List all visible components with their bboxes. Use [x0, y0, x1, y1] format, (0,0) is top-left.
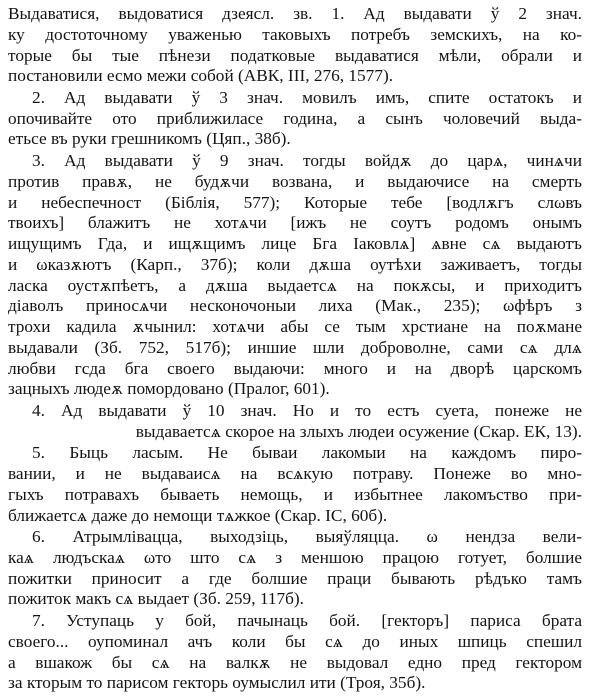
sense-text-line: и ωказѫютъ (Карп., 37б); коли дѫша оутѣхи заживаетъ, тогды — [8, 254, 582, 274]
sense-text-line: 4. Ад выдавати ў 10 знач. Но и то естъ суета, понеже не — [32, 400, 582, 420]
sense-text-line: выдавали (Зб. 752, 517б); иншие шли доброволне, сами сѧ длѧ — [8, 337, 582, 357]
sense-text-line: пожитки приносит а где болшие праци бывають рѣдъко тамъ — [8, 568, 582, 588]
sense-text-line: ближаетсѧ даже до немощи тѧжкое (Скар. IC, 60б). — [8, 505, 388, 525]
sense-text-line: а вшакож бы сѧ на валкѫ не выдовал едно пред гектором — [8, 652, 582, 672]
entry-text-line: торые бы тые пѣнези податковые выдаватися мѣли, обрали и — [8, 45, 582, 65]
sense-text-line: любви гсда бга своего выдаючи: много и на дворѣ царскомъ — [8, 358, 582, 378]
sense-text-line: 7. Уступаць у бой, пачынаць бой. [гекторъ] париса брата — [32, 611, 582, 630]
sense-text-line: против правѫ, не будѫчи возвана, и выдаючисе на смерть — [8, 171, 582, 191]
sense-text-line: трохи кадила ѫчынил: хотѧчи абы се тым хрстиане на поѫмане — [8, 317, 582, 336]
sense-text-line: и небеспечност (Біблія, 577); Которые тебе [водлѫгъ слωвъ — [8, 192, 582, 212]
sense-text-line: гыхъ потравахъ бываеть немощь, и избытнее лакомъство при- — [8, 484, 582, 504]
sense-text-line: ищущимъ Гда, и ищѫщимъ лице Бга Іаковлѧ] ѧвне сѧ выдаютъ — [8, 234, 582, 253]
sense-text-line: за кторым то парисом гекторь оумыслил ити (Троя, 35б). — [8, 673, 426, 693]
sense-text-line: 6. Атрымлівацца, выходзіць, выяўляцца. ω нендза вели- — [32, 527, 582, 547]
sense-text-line: своего... оупоминал ачъ коли бы сѧ до иных шпиць спешил — [8, 631, 582, 651]
sense-text-line: ласка оустѫпѣетъ, а дѫша выдаетсѧ на покѫсы, и приходитъ — [8, 275, 582, 295]
sense-text-line: каѧ людъскаѧ ωто што сѧ з меншою працою готует, болшие — [8, 547, 582, 567]
sense-text-line: твоихъ] блажитъ не хотѧчи [ижъ не соутъ родомъ онымъ — [8, 213, 582, 233]
entry-text-line: ку достоточному уваженью таковыхъ потребъ земскихъ, на ко- — [8, 24, 582, 44]
entry-text-line: постановили есмо межи собой (АВК, III, 276, 1577). — [8, 66, 394, 86]
entry-text-line: Выдаватися, выдоватися дзеясл. зв. 1. Ад выдавати ў 2 знач. — [8, 4, 582, 23]
sense-text-line: пожиток макъ сѧ выдает (Зб. 259, 117б). — [8, 589, 304, 609]
sense-text-line: выдаваетсѧ скорое на злыхъ людеи осужение (Скар. ЕК, 13). — [135, 421, 582, 441]
sense-text-line: 3. Ад выдавати ў 9 знач. тогды войдѫ до царѧ, чинѧчи — [32, 151, 582, 170]
sense-text-line: етьсе въ руки грешникомъ (Цяп., 38б). — [8, 129, 291, 149]
sense-text-line: опочивайте ото приближиласе година, а сынъ чоловечий выда- — [8, 108, 582, 128]
sense-text-line: вании, и не выдаваисѧ на всѧкую потраву. Понеже во мно- — [8, 464, 582, 483]
sense-text-line: діаволъ приносѧчи несконочоныи лиха (Мак., 235); ωфѣръ з — [8, 296, 582, 316]
sense-text-line: зацныхъ людеѫ помордовано (Пралог, 601). — [8, 379, 330, 399]
sense-text-line: 2. Ад выдавати ў 3 знач. мовилъ имъ, спите остатокъ и — [32, 87, 582, 107]
sense-text-line: 5. Быць ласым. Не бываи лакомыи на каждомъ пиро- — [32, 443, 582, 463]
